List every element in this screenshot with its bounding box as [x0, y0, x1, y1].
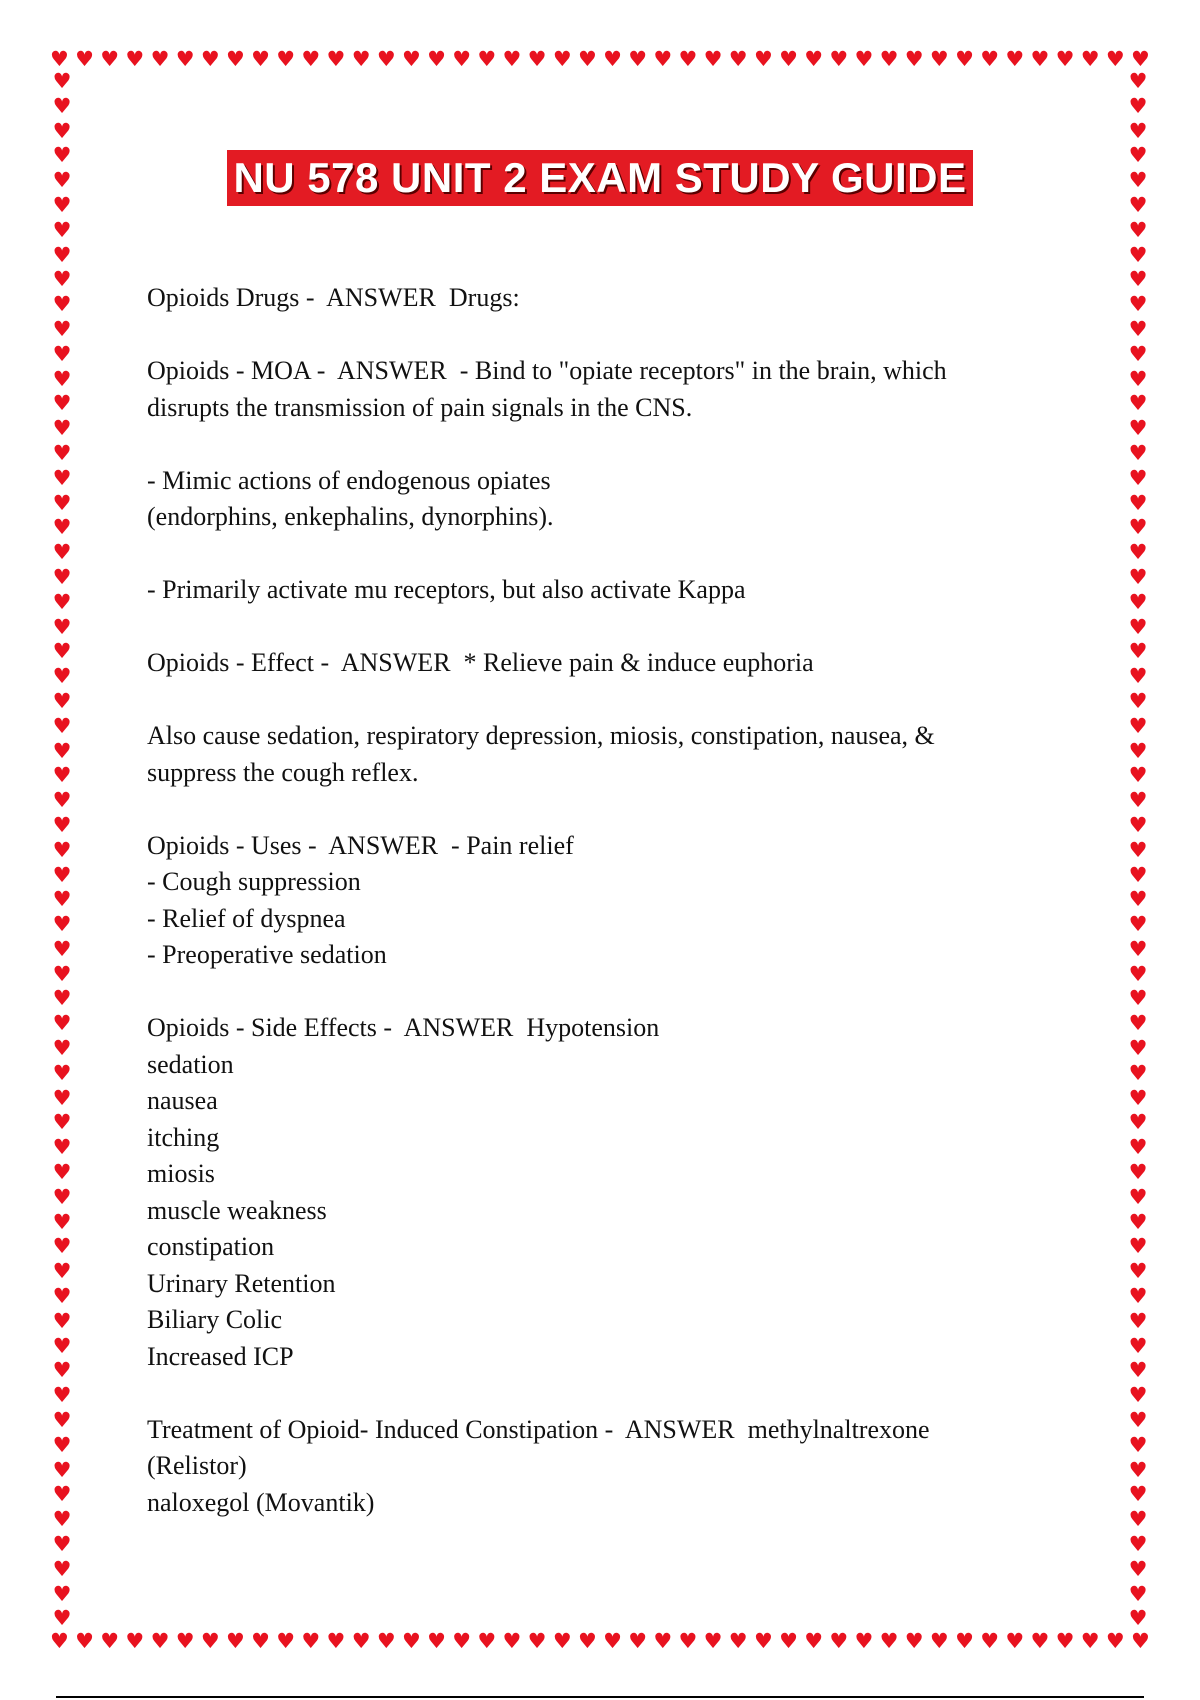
heart-icon: ♥ [980, 1629, 1000, 1653]
entry-line: disrupts the transmission of pain signals in the CNS. [147, 392, 693, 422]
heart-icon: ♥ [52, 788, 72, 813]
heart-icon: ♥ [52, 738, 72, 763]
qa-entry [147, 353, 1047, 426]
heart-icon: ♥ [1055, 1629, 1075, 1653]
heart-icon: ♥ [1128, 837, 1148, 862]
heart-icon: ♥ [326, 47, 346, 71]
heart-icon: ♥ [1080, 1629, 1100, 1653]
heart-icon: ♥ [75, 47, 94, 71]
heart-icon: ♥ [477, 1629, 497, 1653]
heart-icon: ♥ [1128, 118, 1148, 143]
heart-icon: ♥ [1128, 589, 1148, 614]
entry-line: Opioids - MOA - ANSWER - Bind to "opiate receptors" in the brain, which [147, 356, 947, 385]
heart-icon: ♥ [52, 1532, 72, 1557]
entry-line: (endorphins, enkephalins, dynorphins). [147, 502, 554, 531]
heart-icon: ♥ [52, 1432, 72, 1457]
heart-icon: ♥ [52, 366, 72, 391]
heart-icon: ♥ [52, 391, 72, 416]
heart-icon: ♥ [1128, 1358, 1148, 1383]
heart-icon: ♥ [753, 47, 773, 71]
heart-icon: ♥ [376, 47, 396, 71]
entry-line: muscle weakness [147, 1195, 327, 1225]
heart-icon: ♥ [1128, 713, 1148, 738]
heart-icon: ♥ [527, 47, 547, 71]
heart-icon: ♥ [52, 713, 72, 738]
heart-icon: ♥ [125, 1629, 145, 1653]
heart-icon: ♥ [351, 1629, 371, 1653]
heart-icon: ♥ [1128, 366, 1148, 391]
heart-icon: ♥ [577, 1629, 597, 1653]
heart-icon: ♥ [52, 1383, 72, 1408]
entry-line: Opioids - Uses - ANSWER - Pain relief [147, 830, 574, 860]
heart-icon: ♥ [628, 1629, 648, 1653]
heart-icon: ♥ [804, 1629, 824, 1653]
heart-icon: ♥ [52, 1333, 72, 1358]
heart-icon: ♥ [401, 1629, 421, 1653]
entry-line: naloxegol (Movantik) [147, 1487, 375, 1517]
heart-icon: ♥ [879, 1629, 899, 1653]
heart-icon: ♥ [326, 1629, 346, 1653]
heart-icon: ♥ [1128, 341, 1148, 366]
heart-icon: ♥ [52, 1110, 72, 1135]
heart-icon: ♥ [1128, 69, 1148, 93]
qa-entry [147, 1010, 1047, 1375]
heart-icon: ♥ [52, 936, 72, 961]
heart-icon: ♥ [955, 1629, 974, 1653]
heart-icon: ♥ [52, 465, 72, 490]
heart-icon: ♥ [276, 47, 296, 71]
heart-icon: ♥ [728, 1629, 748, 1653]
heart-icon: ♥ [1128, 1556, 1148, 1581]
heart-icon: ♥ [1128, 168, 1148, 193]
heart-icon: ♥ [52, 1259, 72, 1284]
heart-icon: ♥ [955, 47, 974, 71]
heart-icon: ♥ [251, 47, 270, 71]
heart-icon: ♥ [904, 1629, 924, 1653]
heart-icon: ♥ [1105, 1629, 1125, 1653]
heart-icon: ♥ [1128, 440, 1148, 465]
heart-icon: ♥ [52, 1060, 72, 1085]
heart-icon: ♥ [52, 887, 72, 912]
heart-icon: ♥ [1128, 1036, 1148, 1061]
heart-icon: ♥ [52, 292, 72, 317]
heart-icon: ♥ [52, 168, 72, 193]
heart-icon: ♥ [52, 1085, 72, 1110]
heart-icon: ♥ [52, 1308, 72, 1333]
heart-icon: ♥ [52, 1234, 72, 1259]
heart-icon: ♥ [1128, 217, 1148, 242]
heart-icon: ♥ [52, 515, 72, 540]
entry-line: suppress the cough reflex. [147, 757, 419, 787]
heart-icon: ♥ [1128, 1209, 1148, 1234]
heart-icon: ♥ [1131, 47, 1150, 71]
qa-entry [147, 280, 1047, 317]
heart-icon: ♥ [703, 1629, 723, 1653]
heart-icon: ♥ [225, 1629, 245, 1653]
heart-icon: ♥ [52, 812, 72, 837]
heart-icon: ♥ [477, 47, 497, 71]
heart-icon: ♥ [1128, 912, 1148, 937]
heart-icon: ♥ [1128, 1457, 1148, 1482]
entry-line: Opioids Drugs - ANSWER Drugs: [147, 283, 520, 312]
heart-icon: ♥ [52, 837, 72, 862]
heart-icon: ♥ [1105, 47, 1125, 71]
heart-icon: ♥ [52, 217, 72, 242]
heart-border-bottom [50, 1630, 1150, 1654]
heart-icon: ♥ [52, 589, 72, 614]
heart-icon: ♥ [52, 1160, 72, 1185]
heart-border-right [1126, 70, 1150, 1630]
heart-icon: ♥ [779, 47, 798, 71]
entry-line: Also cause sedation, respiratory depression, miosis, constipation, nausea, & [147, 721, 935, 750]
entry-line: Treatment of Opioid- Induced Constipation - ANSWER methylnaltrexone [147, 1414, 930, 1444]
heart-icon: ♥ [1128, 316, 1148, 341]
entry-line: - Preoperative sedation [147, 940, 387, 969]
heart-icon: ♥ [251, 1629, 270, 1653]
entry-line: (Relistor) [147, 1451, 247, 1480]
heart-icon: ♥ [628, 47, 648, 71]
heart-icon: ♥ [854, 1629, 874, 1653]
heart-icon: ♥ [52, 1408, 72, 1433]
entry-line: nausea [147, 1086, 218, 1115]
heart-icon: ♥ [52, 862, 72, 887]
heart-icon: ♥ [1128, 688, 1148, 713]
heart-icon: ♥ [1128, 887, 1148, 912]
heart-icon: ♥ [552, 47, 572, 71]
heart-icon: ♥ [52, 540, 72, 565]
heart-icon: ♥ [52, 1457, 72, 1482]
heart-icon: ♥ [1128, 1085, 1148, 1110]
heart-icon: ♥ [52, 143, 72, 168]
heart-icon: ♥ [1128, 1408, 1148, 1433]
heart-icon: ♥ [52, 93, 72, 118]
heart-icon: ♥ [728, 47, 748, 71]
heart-icon: ♥ [52, 1358, 72, 1383]
heart-icon: ♥ [52, 912, 72, 937]
heart-icon: ♥ [1128, 564, 1148, 589]
heart-icon: ♥ [1128, 961, 1148, 986]
heart-icon: ♥ [603, 47, 622, 71]
heart-icon: ♥ [980, 47, 1000, 71]
heart-icon: ♥ [52, 614, 72, 639]
heart-icon: ♥ [401, 47, 421, 71]
heart-icon: ♥ [100, 1629, 120, 1653]
heart-icon: ♥ [52, 69, 72, 93]
heart-border-left [50, 70, 74, 1630]
heart-icon: ♥ [829, 1629, 849, 1653]
heart-icon: ♥ [52, 192, 72, 217]
heart-icon: ♥ [1128, 1011, 1148, 1036]
heart-icon: ♥ [52, 664, 72, 689]
heart-icon: ♥ [1128, 267, 1148, 292]
heart-icon: ♥ [1128, 490, 1148, 515]
heart-icon: ♥ [52, 118, 72, 143]
heart-icon: ♥ [52, 242, 72, 267]
heart-icon: ♥ [1128, 1432, 1148, 1457]
heart-icon: ♥ [1128, 1284, 1148, 1309]
qa-entry [147, 1412, 1047, 1522]
entry-line: - Primarily activate mu receptors, but also activate Kappa [147, 575, 746, 604]
heart-icon: ♥ [52, 316, 72, 341]
heart-icon: ♥ [75, 1629, 94, 1653]
title-banner [0, 150, 1200, 206]
heart-icon: ♥ [1128, 1110, 1148, 1135]
heart-icon: ♥ [1030, 47, 1050, 71]
entry-line: - Relief of dyspnea [147, 903, 346, 933]
heart-icon: ♥ [52, 1209, 72, 1234]
heart-icon: ♥ [52, 1284, 72, 1309]
heart-border-top [50, 48, 1150, 72]
entry-line: Urinary Retention [147, 1268, 336, 1298]
heart-icon: ♥ [52, 986, 72, 1011]
heart-icon: ♥ [779, 1629, 798, 1653]
entry-line: constipation [147, 1232, 275, 1261]
heart-icon: ♥ [577, 47, 597, 71]
heart-icon: ♥ [678, 1629, 698, 1653]
heart-icon: ♥ [225, 47, 245, 71]
heart-icon: ♥ [276, 1629, 296, 1653]
qa-entry [147, 645, 1047, 682]
heart-icon: ♥ [452, 1629, 472, 1653]
heart-icon: ♥ [52, 416, 72, 441]
heart-icon: ♥ [1128, 540, 1148, 565]
heart-icon: ♥ [502, 47, 522, 71]
heart-icon: ♥ [351, 47, 371, 71]
heart-icon: ♥ [301, 47, 321, 71]
heart-icon: ♥ [150, 47, 170, 71]
heart-icon: ♥ [50, 1629, 69, 1653]
heart-icon: ♥ [427, 1629, 446, 1653]
heart-icon: ♥ [52, 763, 72, 788]
heart-icon: ♥ [1128, 1259, 1148, 1284]
heart-icon: ♥ [1128, 292, 1148, 317]
heart-icon: ♥ [753, 1629, 773, 1653]
heart-icon: ♥ [1128, 1507, 1148, 1532]
heart-icon: ♥ [1128, 862, 1148, 887]
heart-icon: ♥ [1128, 416, 1148, 441]
heart-icon: ♥ [452, 47, 472, 71]
heart-icon: ♥ [52, 1184, 72, 1209]
heart-icon: ♥ [1128, 1234, 1148, 1259]
heart-icon: ♥ [52, 1482, 72, 1507]
heart-icon: ♥ [1128, 614, 1148, 639]
heart-icon: ♥ [1128, 1581, 1148, 1606]
heart-icon: ♥ [52, 1011, 72, 1036]
heart-icon: ♥ [1128, 143, 1148, 168]
heart-icon: ♥ [1128, 391, 1148, 416]
heart-icon: ♥ [301, 1629, 321, 1653]
heart-icon: ♥ [678, 47, 698, 71]
heart-icon: ♥ [1128, 1532, 1148, 1557]
heart-icon: ♥ [200, 47, 220, 71]
heart-icon: ♥ [929, 1629, 949, 1653]
heart-icon: ♥ [1128, 986, 1148, 1011]
heart-icon: ♥ [1128, 1606, 1148, 1631]
heart-icon: ♥ [1128, 1333, 1148, 1358]
heart-icon: ♥ [1128, 936, 1148, 961]
heart-icon: ♥ [1128, 812, 1148, 837]
entry-line: Increased ICP [147, 1341, 294, 1371]
qa-entry [147, 718, 1047, 791]
heart-icon: ♥ [1128, 639, 1148, 664]
heart-icon: ♥ [502, 1629, 522, 1653]
heart-icon: ♥ [653, 47, 673, 71]
heart-icon: ♥ [854, 47, 874, 71]
heart-icon: ♥ [552, 1629, 572, 1653]
heart-icon: ♥ [52, 267, 72, 292]
study-guide-content [147, 280, 1047, 1558]
heart-icon: ♥ [929, 47, 949, 71]
heart-icon: ♥ [52, 341, 72, 366]
heart-icon: ♥ [175, 47, 195, 71]
heart-icon: ♥ [527, 1629, 547, 1653]
heart-icon: ♥ [1128, 192, 1148, 217]
heart-icon: ♥ [125, 47, 145, 71]
heart-icon: ♥ [829, 47, 849, 71]
heart-icon: ♥ [200, 1629, 220, 1653]
heart-icon: ♥ [52, 1581, 72, 1606]
entry-line: Opioids - Side Effects - ANSWER Hypotension [147, 1013, 660, 1042]
heart-icon: ♥ [1128, 515, 1148, 540]
heart-icon: ♥ [150, 1629, 170, 1653]
entry-line: itching [147, 1122, 220, 1152]
heart-icon: ♥ [52, 490, 72, 515]
heart-icon: ♥ [52, 639, 72, 664]
heart-icon: ♥ [1128, 1060, 1148, 1085]
heart-icon: ♥ [1128, 1308, 1148, 1333]
qa-entry [147, 463, 1047, 536]
heart-icon: ♥ [1131, 1629, 1150, 1653]
heart-icon: ♥ [52, 961, 72, 986]
entry-line: Biliary Colic [147, 1305, 283, 1334]
heart-icon: ♥ [1005, 1629, 1025, 1653]
heart-icon: ♥ [52, 564, 72, 589]
heart-icon: ♥ [603, 1629, 622, 1653]
heart-icon: ♥ [52, 440, 72, 465]
heart-icon: ♥ [904, 47, 924, 71]
heart-icon: ♥ [50, 47, 69, 71]
heart-icon: ♥ [1128, 1482, 1148, 1507]
entry-line: - Mimic actions of endogenous opiates [147, 465, 551, 495]
heart-icon: ♥ [879, 47, 899, 71]
heart-icon: ♥ [1128, 93, 1148, 118]
heart-icon: ♥ [52, 1606, 72, 1631]
footer-divider [56, 1696, 1144, 1698]
heart-icon: ♥ [1128, 1135, 1148, 1160]
page-title: NU 578 UNIT 2 EXAM STUDY GUIDE [227, 150, 972, 206]
heart-icon: ♥ [52, 1135, 72, 1160]
heart-icon: ♥ [1005, 47, 1025, 71]
heart-icon: ♥ [1128, 465, 1148, 490]
heart-icon: ♥ [52, 1556, 72, 1581]
heart-icon: ♥ [1128, 242, 1148, 267]
entry-line: sedation [147, 1049, 234, 1079]
heart-icon: ♥ [175, 1629, 195, 1653]
heart-icon: ♥ [1128, 788, 1148, 813]
qa-entry [147, 828, 1047, 974]
heart-icon: ♥ [1128, 1160, 1148, 1185]
heart-icon: ♥ [1128, 738, 1148, 763]
heart-icon: ♥ [1055, 47, 1075, 71]
heart-icon: ♥ [703, 47, 723, 71]
heart-icon: ♥ [653, 1629, 673, 1653]
heart-icon: ♥ [804, 47, 824, 71]
heart-icon: ♥ [1128, 763, 1148, 788]
entry-line: - Cough suppression [147, 867, 361, 896]
heart-icon: ♥ [100, 47, 120, 71]
qa-entry [147, 572, 1047, 609]
heart-icon: ♥ [52, 1507, 72, 1532]
heart-icon: ♥ [52, 688, 72, 713]
heart-icon: ♥ [1128, 1383, 1148, 1408]
heart-icon: ♥ [427, 47, 446, 71]
entry-line: Opioids - Effect - ANSWER * Relieve pain & induce euphoria [147, 648, 814, 677]
heart-icon: ♥ [376, 1629, 396, 1653]
heart-icon: ♥ [1128, 1184, 1148, 1209]
entry-line: miosis [147, 1159, 215, 1188]
heart-icon: ♥ [1080, 47, 1100, 71]
heart-icon: ♥ [52, 1036, 72, 1061]
heart-icon: ♥ [1030, 1629, 1050, 1653]
heart-icon: ♥ [1128, 664, 1148, 689]
